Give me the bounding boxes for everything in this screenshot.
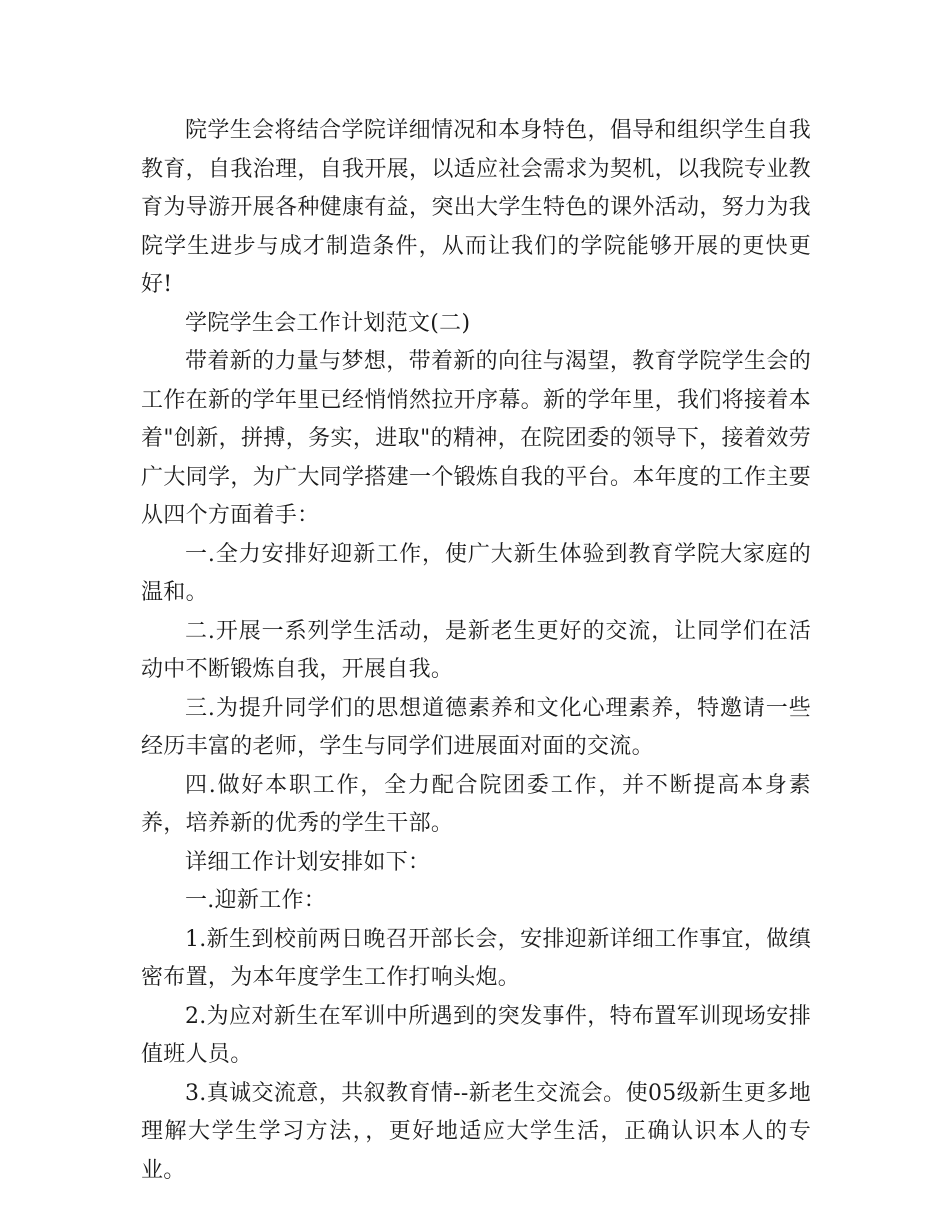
section-heading: 学院学生会工作计划范文(二) (185, 310, 471, 336)
plan-heading: 详细工作计划安排如下： (185, 849, 431, 875)
list-item-step-2: 2.为应对新生在军训中所遇到的突发事件，特布置军训现场安排值班人员。 (141, 1003, 811, 1067)
list-item-aspect-2: 二.开展一系列学生活动，是新老生更好的交流，让同学们在活动中不断锻炼自我，开展自我。 (141, 618, 811, 682)
document-body (141, 112, 811, 1190)
list-item-aspect-4: 四.做好本职工作，全力配合院团委工作，并不断提高本身素养，培养新的优秀的学生干部。 (141, 772, 811, 836)
paragraph-overview: 带着新的力量与梦想，带着新的向往与渴望，教育学院学生会的工作在新的学年里已经悄悄然拉开序幕。新的学年里，我们将接着本着"创新，拼搏，务实，进取"的精神，在院团委的领导下，接着效劳广大同学，为广大同学搭建一个锻炼自我的平台。本年度的工作主要从四个方面着手： (141, 349, 811, 528)
list-item-aspect-1: 一.全力安排好迎新工作，使广大新生体验到教育学院大家庭的温和。 (141, 541, 811, 605)
subsection-heading: 一.迎新工作： (185, 888, 327, 913)
paragraph-intro: 院学生会将结合学院详细情况和本身特色，倡导和组织学生自我教育，自我治理，自我开展，以适应社会需求为契机，以我院专业教育为导游开展各种健康有益，突出大学生特色的课外活动，努力为我院学生进步与成才制造条件，从而让我们的学院能够开展的更快更好! (141, 118, 811, 297)
list-item-step-3: 3.真诚交流意，共叙教育情--新老生交流会。使05级新生更多地理解大学生学习方法，，更好地适应大学生活，正确认识本人的专业。 (141, 1080, 811, 1183)
list-item-aspect-3: 三.为提升同学们的思想道德素养和文化心理素养，特邀请一些经历丰富的老师，学生与同学们进展面对面的交流。 (141, 695, 811, 759)
list-item-step-1: 1.新生到校前两日晚召开部长会，安排迎新详细工作事宜，做缜密布置，为本年度学生工作打响头炮。 (141, 926, 811, 990)
